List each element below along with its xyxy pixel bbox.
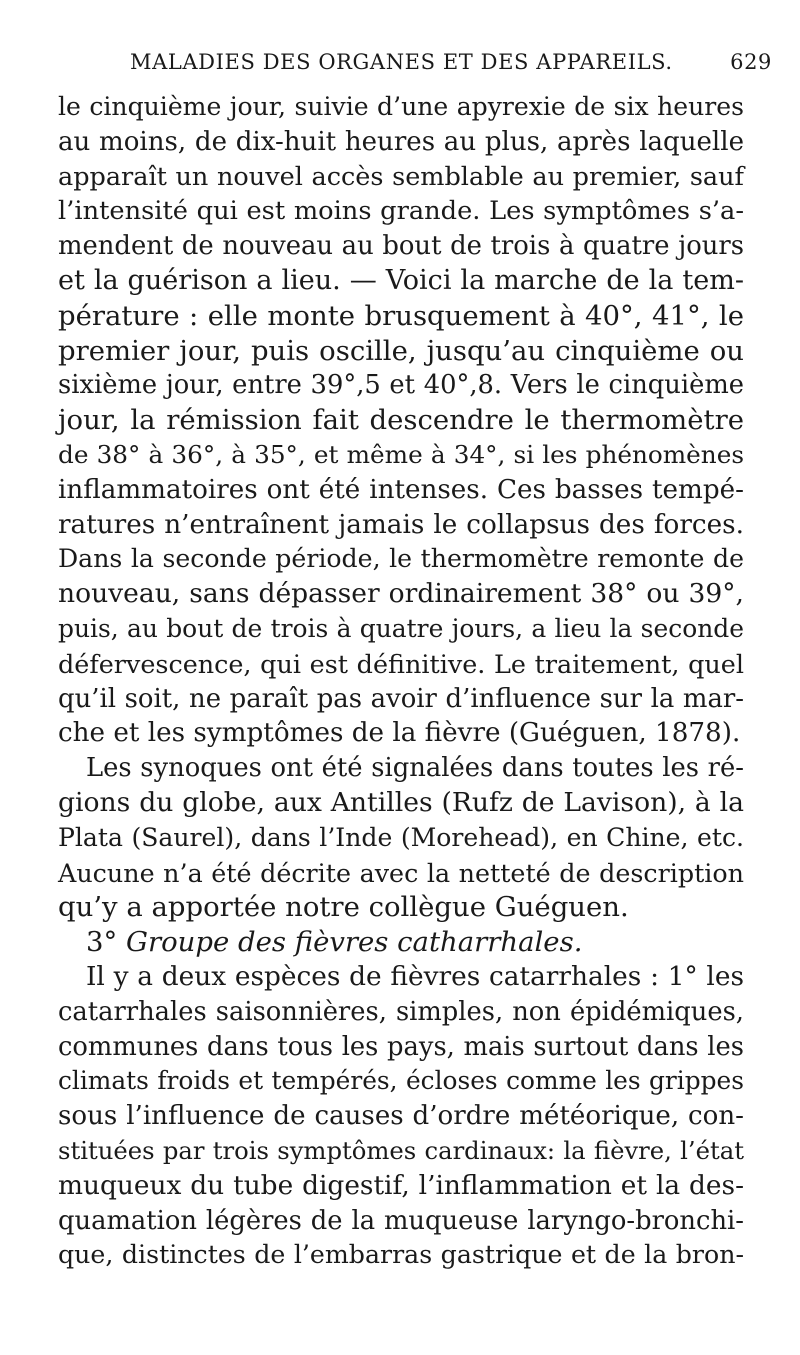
text-line: mendent de nouveau au bout de trois à quatre jours xyxy=(58,231,744,262)
text-line: inflammatoires ont été intenses. Ces basses tempé- xyxy=(58,474,744,505)
body-text xyxy=(58,90,744,1273)
section-heading xyxy=(58,925,744,960)
text-line: ratures n’entraînent jamais le collapsus des forces. xyxy=(58,509,744,540)
text-line: pérature : elle monte brusquement à 40°, 41°, le xyxy=(58,299,744,332)
text-line: qu’y a apportée notre collègue Guéguen. xyxy=(58,891,629,924)
page-number: 629 xyxy=(730,50,772,74)
text-line: puis, au bout de trois à quatre jours, a lieu la seconde xyxy=(58,613,744,643)
text-line: Il y a deux espèces de fièvres catarrhales : 1° les xyxy=(86,961,744,992)
text-line: stituées par trois symptômes cardinaux: la fièvre, l’état xyxy=(58,1135,744,1165)
text-line: gions du globe, aux Antilles (Rufz de Lavison), à la xyxy=(58,786,744,818)
text-line: que, distinctes de l’embarras gastrique et de la bron- xyxy=(58,1240,744,1270)
text-line: jour, la rémission fait descendre le thermomètre xyxy=(58,404,744,437)
text-line: défervescence, qui est définitive. Le traitement, quel xyxy=(58,648,744,679)
text-line: catarrhales saisonnières, simples, non épidémiques, xyxy=(58,996,744,1027)
text-line: sixième jour, entre 39°,5 et 40°,8. Vers le cinquième xyxy=(58,370,744,401)
text-line: muqueux du tube digestif, l’inflammation et la des- xyxy=(58,1170,744,1201)
text-line: climats froids et tempérés, écloses comme les grippes xyxy=(58,1066,744,1096)
text-line: Les synoques ont été signalées dans toutes les ré- xyxy=(86,753,744,784)
text-line: sous l’influence de causes d’ordre météorique, con- xyxy=(58,1101,744,1132)
text-line: communes dans tous les pays, mais surtout dans les xyxy=(58,1031,744,1062)
section-title: Groupe des fièvres catharrhales. xyxy=(126,926,583,959)
running-title: MALADIES DES ORGANES ET DES APPAREILS. xyxy=(130,50,673,74)
text-line: premier jour, puis oscille, jusqu’au cinquième ou xyxy=(58,334,744,367)
text-line: che et les symptômes de la fièvre (Guéguen, 1878). xyxy=(58,718,741,749)
text-line: l’intensité qui est moins grande. Les symptômes s’a- xyxy=(58,196,744,227)
text-line: de 38° à 36°, à 35°, et même à 34°, si les phénomènes xyxy=(58,439,744,469)
running-head xyxy=(130,48,772,76)
text-line: Dans la seconde période, le thermomètre remonte de xyxy=(58,544,744,574)
text-line: le cinquième jour, suivie d’une apyrexie de six heures xyxy=(58,92,744,121)
text-line: Aucune n’a été décrite avec la netteté de description xyxy=(58,857,744,888)
text-line: et la guérison a lieu. — Voici la marche de la tem- xyxy=(58,264,744,296)
text-line: nouveau, sans dépasser ordinairement 38° ou 39°, xyxy=(58,578,744,610)
text-line: au moins, de dix-huit heures au plus, après laquelle xyxy=(58,126,744,157)
section-number: 3° xyxy=(86,926,118,959)
text-line: quamation légères de la muqueuse laryngo-bronchi- xyxy=(58,1205,744,1236)
text-line: qu’il soit, ne paraît pas avoir d’influence sur la mar- xyxy=(58,683,744,714)
text-line: Plata (Saurel), dans l’Inde (Morehead), en Chine, etc. xyxy=(58,822,744,852)
text-line: apparaît un nouvel accès semblable au premier, sauf xyxy=(58,161,744,192)
